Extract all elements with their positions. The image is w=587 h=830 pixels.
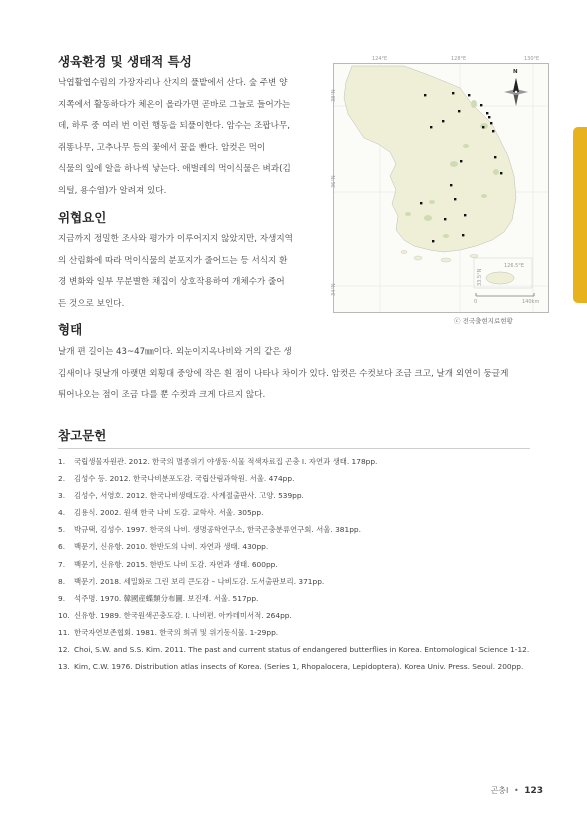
- reference-item: 13. Kim, C.W. 1976. Distribution atlas insects of Korea. (Series 1, Rhopalocera, Lepidoptera). Korea Univ. Press. Seoul. 200pp.: [58, 662, 524, 672]
- morphology-line: 날개 편 길이는 43~47㎜이다. 외눈이지옥나비와 거의 같은 생: [58, 347, 292, 357]
- references-title: 참고문헌: [58, 428, 107, 443]
- footer-bullet: •: [513, 786, 519, 795]
- reference-item: 12. Choi, S.W. and S.S. Kim. 2011. The past and current status of endangered butterflies in Korea. Entomological Science 1-12.: [58, 645, 530, 655]
- lat-label: 36°N: [331, 175, 337, 188]
- habitat-line: 식물의 잎에 알을 하나씩 낳는다. 애벌레의 먹이식물은 벼과(김: [58, 164, 291, 174]
- habitat-line: 낙엽활엽수림의 가장자리나 산지의 풀밭에서 산다. 숲 주변 양: [58, 78, 288, 88]
- inset-lat-label: 33.5°N: [477, 268, 483, 286]
- threats-paragraph: [58, 229, 322, 315]
- morphology-title: 형태: [58, 322, 83, 337]
- inset-lon-label: 126.5°E: [504, 263, 524, 269]
- reference-item: 7. 백문기, 신유항. 2015. 한반도 나비 도감. 자연과 생태. 600pp.: [58, 559, 278, 569]
- morphology-line: 김새이나 뒷날개 아랫면 외횡대 중앙에 작은 흰 점이 나타나 차이가 있다. 암컷은 수컷보다 조금 크고, 날개 외연이 둥글게: [58, 368, 509, 379]
- references-list: [58, 453, 529, 675]
- threats-line: 경 변화와 일부 무분별한 채집이 상호작용하여 개체수가 줄어: [58, 277, 285, 287]
- reference-item: 5. 박규택, 김성수. 1997. 한국의 나비. 생명공학연구소, 한국곤충분류연구회. 서울. 381pp.: [58, 525, 361, 535]
- korea-mainland: [344, 66, 516, 252]
- island: [441, 258, 451, 262]
- reference-item: 6. 백문기, 신유항. 2010. 한반도의 나비. 자연과 생태. 430pp.: [58, 542, 269, 552]
- distribution-map: [331, 56, 549, 313]
- map-credit: ⓒ 전국출현지료현황: [454, 317, 513, 325]
- threats-line: 지금까지 정밀한 조사와 평가가 이루어지지 않았지만, 자생지역: [58, 234, 293, 244]
- section-tab: [573, 127, 587, 303]
- habitat-title: 생육환경 및 생태적 특성: [58, 54, 192, 69]
- habitat-line: 데, 하루 중 여러 번 이런 행동을 되풀이한다. 암수는 조팝나무,: [58, 121, 291, 131]
- reference-item: 9. 석주명. 1970. 韓國産蝶類分布圖. 보진재. 서울. 517pp.: [58, 593, 259, 603]
- threats-line: 의 산림화에 따라 먹이식물의 분포지가 줄어드는 등 서식지 환: [58, 255, 288, 266]
- scale-bar: [476, 293, 534, 296]
- lon-label: 128°E: [451, 56, 467, 62]
- references-divider: [58, 448, 530, 449]
- reference-item: 4. 김용식. 2002. 원색 한국 나비 도감. 교학사. 서울. 305pp.: [58, 508, 264, 518]
- lat-label: 34°N: [331, 283, 337, 296]
- korea-map-svg: [334, 64, 548, 312]
- morphology-line: 튀어나오는 점이 조금 다를 뿐 수컷과 크게 다르지 않다.: [58, 390, 266, 400]
- reference-item: 2. 김성수 등. 2012. 한국나비분포도감. 국립산림과학원. 서울. 474pp.: [58, 474, 295, 484]
- island: [414, 256, 422, 260]
- scale-end-label: 140km: [522, 299, 540, 305]
- habitat-line: 의털, 용수염)가 알려져 있다.: [58, 185, 167, 196]
- footer-section-label: 곤충Ⅰ: [490, 786, 509, 795]
- reference-item: 3. 김성수, 서영호. 2012. 한국나비생태도감. 사계절출판사. 고양. 539pp.: [58, 491, 304, 501]
- morphology-paragraph: [58, 342, 530, 407]
- threats-title: 위협요인: [58, 210, 107, 225]
- lat-label: 38°N: [331, 89, 337, 102]
- north-arrow-icon: [504, 78, 528, 106]
- reference-item: 10. 신유항. 1989. 한국원색곤충도감. I. 나비편. 아카데미서적. 264pp.: [58, 610, 292, 620]
- reference-item: 8. 백문기. 2018. 세밀화로 그린 보리 큰도감 – 나비도감. 도서출판보리. 371pp.: [58, 576, 325, 586]
- page-number: 123: [524, 786, 543, 796]
- page-footer: [491, 785, 543, 796]
- island: [470, 255, 478, 258]
- scale-start-label: 0: [474, 299, 478, 305]
- habitat-line: 쥐똥나무, 고추나무 등의 꽃에서 꿀을 빤다. 암컷은 먹이: [58, 142, 266, 153]
- jeju-island: [486, 272, 514, 284]
- reference-item: 11. 한국자연보존협회. 1981. 한국의 희귀 및 위기동식물. 1-29pp.: [58, 627, 279, 637]
- lon-label: 130°E: [524, 56, 540, 62]
- lon-label: 124°E: [372, 56, 388, 62]
- north-label: N: [513, 69, 518, 75]
- reference-item: 1. 국립생물자원관. 2012. 한국의 멸종위기 야생동·식물 적색자료집 곤충 I. 자연과 생태. 178pp.: [58, 457, 378, 466]
- habitat-paragraph: [58, 73, 322, 202]
- threats-line: 든 것으로 보인다.: [58, 298, 125, 309]
- island: [401, 251, 407, 254]
- habitat-line: 지쪽에서 활동하다가 체온이 올라가면 곧바로 그늘로 들어가는: [58, 99, 291, 110]
